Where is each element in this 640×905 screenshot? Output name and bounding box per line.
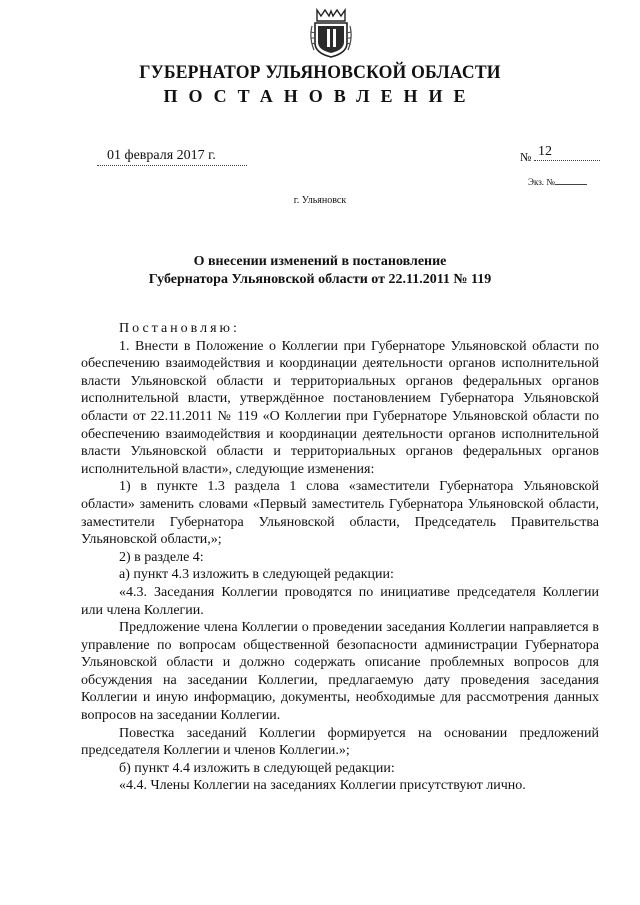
document-title — [0, 253, 640, 289]
body-paragraph: б) пункт 4.4 изложить в следующей редакции: — [119, 760, 395, 776]
issuing-authority: ГУБЕРНАТОР УЛЬЯНОВСКОЙ ОБЛАСТИ — [139, 62, 501, 83]
body-paragraph: «4.4. Члены Коллегии на заседаниях Коллегии присутствуют лично. — [119, 778, 526, 794]
body-paragraph: Предложение члена Коллегии о проведении заседания Коллегии направляется в управление по вопросам общественной безопасности администрации Губернатора Ульяновской области и должно содержать описание проблемных вопросов для обсуждения на заседании Коллегии, предлагаемую дату проведения заседания Коллегии и иную информацию, документы, необходимые для рассмотрения данных вопросов на заседании Коллегии. — [81, 620, 599, 724]
body-paragraph: «4.3. Заседания Коллегии проводятся по инициативе председателя Коллегии или члена Коллегии. — [81, 584, 599, 618]
opening-clause: Постановляю: — [119, 321, 240, 336]
document-date: 01 февраля 2017 г. — [97, 148, 247, 166]
title-line: О внесении изменений в постановление — [193, 254, 447, 269]
document-number: 12 — [534, 144, 600, 161]
body-paragraph: Повестка заседаний Коллегии формируется на основании предложений председателя Коллегии и членов Коллегии.»; — [81, 725, 599, 759]
body-paragraph: 2) в разделе 4: — [119, 549, 204, 565]
title-line: Губернатора Ульяновской области от 22.11.2011 № 119 — [148, 272, 492, 287]
coat-of-arms-emblem — [308, 6, 354, 58]
copy-number-field — [528, 177, 587, 187]
document-body — [81, 320, 599, 795]
document-number-label: № — [520, 150, 532, 164]
body-paragraph: а) пункт 4.3 изложить в следующей редакции: — [119, 567, 394, 583]
document-type: ПОСТАНОВЛЕНИЕ — [163, 86, 477, 106]
body-paragraph: 1. Внести в Положение о Коллегии при Губернаторе Ульяновской области по обеспечению взаимодействия и координации деятельности органов исполнительной власти Ульяновской области и территориальных органов федеральных органов исполнительной власти, утверждённое постановлением Губернатора Ульяновской области от 22.11.2011 № 119 «О Коллегии при Губернаторе Ульяновской области по обеспечению взаимодействия и координации деятельности органов исполнительной власти Ульяновской области и территориальных органов федеральных органов исполнительной власти», следующие изменения: — [81, 338, 599, 477]
copy-number-label: Экз. № — [528, 177, 555, 187]
document-city: г. Ульяновск — [293, 195, 347, 206]
body-paragraph: 1) в пункте 1.3 раздела 1 слова «заместители Губернатора Ульяновской области» заменить словами «Первый заместитель Губернатора Ульяновской области, заместители Губернатора Ульяновской области, Председатель Правительства Ульяновской области,»; — [81, 479, 599, 548]
